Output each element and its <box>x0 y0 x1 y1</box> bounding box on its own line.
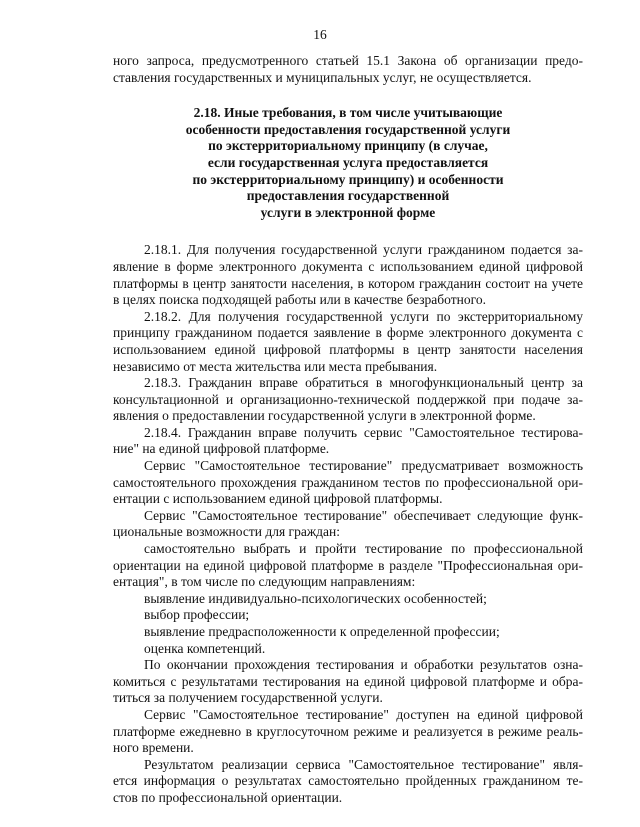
text-line: 2.18.3. Гражданин вправе обратиться в многофункциональный центр за <box>144 375 583 391</box>
text-line: ного запроса, предусмотренного статьей 15.1 Закона об организации предо- <box>113 53 583 68</box>
text-line: Сервис "Самостоятельное тестирование" обеспечивает следующие функ- <box>144 507 583 523</box>
paragraph-service-description <box>113 458 583 508</box>
paragraph-after-testing <box>113 657 583 707</box>
text-line: комиться с результатами тестирования на единой цифровой платформе и обра- <box>113 673 583 689</box>
text-line: Сервис "Самостоятельное тестирование" предусматривает возможность <box>144 458 583 474</box>
list-item <box>113 624 583 641</box>
text-line: независимо от места жительства или места пребывания. <box>113 358 438 374</box>
text-line: консультационной и организационно-технической поддержкой при подаче за- <box>113 391 583 407</box>
paragraph-2-18-4 <box>113 425 583 458</box>
text-line: ентации с использованием единой цифровой платформы. <box>113 491 443 507</box>
paragraph-testing <box>113 541 583 591</box>
paragraph-service-functions <box>113 508 583 541</box>
heading-line: 2.18. Иные требования, в том числе учитывающие <box>193 105 503 121</box>
paragraph-availability <box>113 707 583 757</box>
text-line: титься за получением государственной услуги. <box>113 690 383 706</box>
text-line: самостоятельно выбрать и пройти тестирование по профессиональной <box>144 541 583 557</box>
list-item <box>113 607 583 624</box>
text-line: Результатом реализации сервиса "Самостоятельное тестирование" явля- <box>144 756 583 772</box>
text-line: Сервис "Самостоятельное тестирование" доступен на единой цифровой <box>144 706 583 722</box>
text-line: 2.18.1. Для получения государственной услуги гражданином подается за- <box>144 242 583 258</box>
heading-line: предоставления государственной <box>246 188 450 204</box>
document-body <box>113 53 583 807</box>
text-line: принципу гражданином подается заявление в форме электронного документа с <box>113 325 583 341</box>
heading-line: по экстерриториальному принципу (в случае, <box>208 138 488 154</box>
text-line: ориентации на единой цифровой платформе в разделе "Профессиональная ори- <box>113 557 583 573</box>
text-line: использованием единой цифровой платформы в центр занятости населения <box>113 341 583 357</box>
text-line: ного времени. <box>113 740 194 756</box>
text-line: ется информация о результатах самостоятельно пройденных гражданином те- <box>113 773 583 789</box>
heading-line: если государственная услуга предоставляется <box>207 154 489 170</box>
list-item <box>113 591 583 608</box>
text-line: в целях поиска подходящей работы или в качестве безработного. <box>113 292 486 308</box>
text-line: самостоятельного прохождения гражданином тестов по профессиональной ори- <box>113 474 583 490</box>
text-line: выявление предрасположенности к определенной профессии; <box>144 624 500 639</box>
text-line: 2.18.2. Для получения государственной услуги по экстерриториальному <box>144 308 583 324</box>
text-line: циональные возможности для граждан: <box>113 524 340 540</box>
text-line: оценка компетенций. <box>144 640 266 656</box>
text-line: выбор профессии; <box>144 607 250 623</box>
paragraph-result <box>113 757 583 807</box>
text-line: стов по профессиональной ориентации. <box>113 789 343 805</box>
intro-paragraph <box>113 53 583 86</box>
text-line: ставления государственных и муниципальных услуг, не осуществляется. <box>113 69 532 85</box>
paragraph-2-18-1 <box>113 242 583 308</box>
heading-line: по экстерриториальному принципу) и особенности <box>192 171 504 187</box>
text-line: 2.18.4. Гражданин вправе получить сервис "Самостоятельное тестирова- <box>144 424 583 440</box>
page-number: 16 <box>313 27 327 42</box>
section-heading <box>113 105 583 221</box>
heading-line: услуги в электронной форме <box>260 204 436 220</box>
text-line: выявление индивидуально-психологических особенностей; <box>144 590 487 606</box>
paragraph-2-18-2 <box>113 309 583 375</box>
text-line: платформы в центр занятости населения, в котором гражданин состоит на учете <box>113 275 583 291</box>
paragraph-2-18-3 <box>113 375 583 425</box>
text-line: явление в форме электронного документа с использованием единой цифровой <box>113 258 583 274</box>
text-line: ние" на единой цифровой платформе. <box>113 441 330 457</box>
heading-line: особенности предоставления государственной услуги <box>185 121 511 137</box>
text-line: По окончании прохождения тестирования и обработки результатов озна- <box>144 657 583 673</box>
text-line: ентация", в том числе по следующим направлениям: <box>113 574 416 590</box>
text-line: явления о предоставлении государственной услуги в электронной форме. <box>113 408 536 424</box>
list-item <box>113 641 583 658</box>
text-line: платформе ежедневно в круглосуточном режиме и реализуется в режиме реаль- <box>113 723 583 739</box>
